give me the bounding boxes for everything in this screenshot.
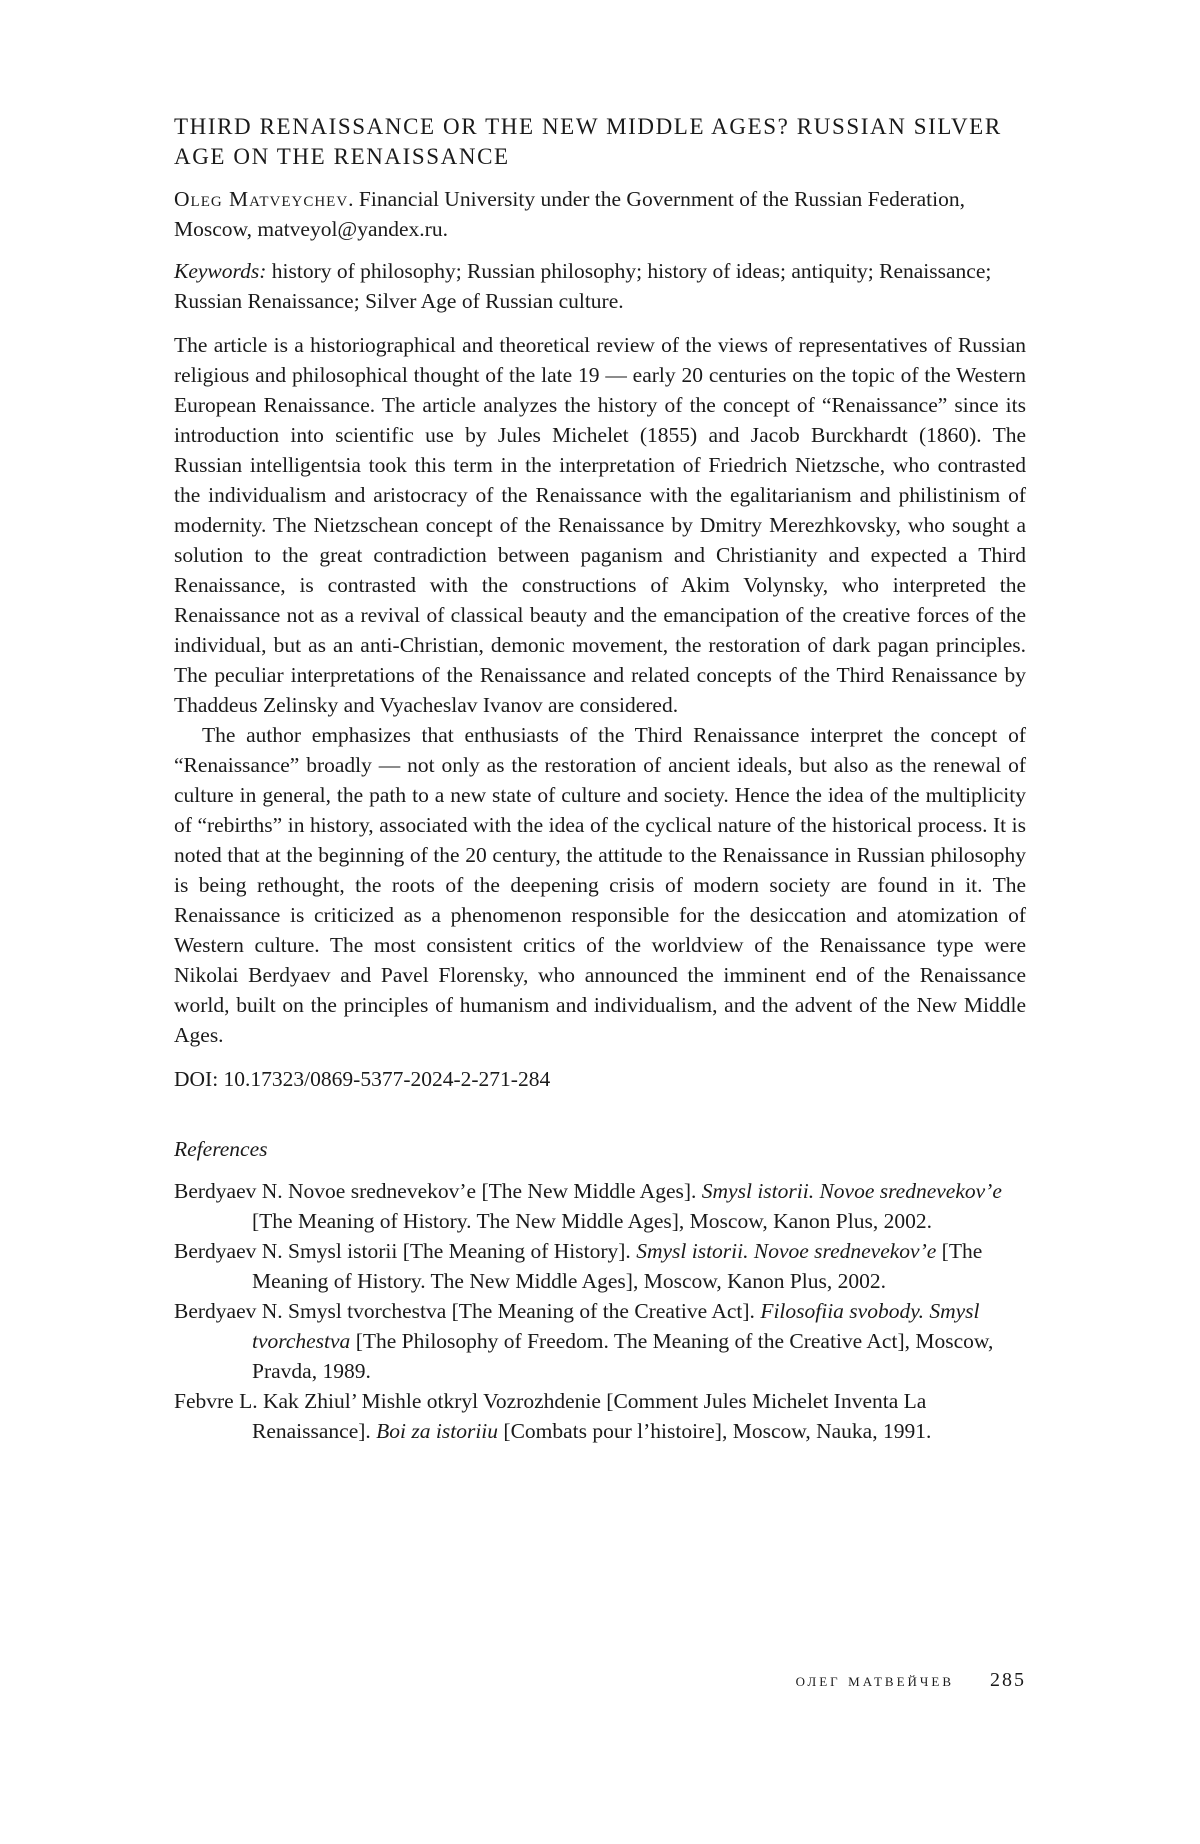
reference-item (174, 1296, 1026, 1386)
references-list (174, 1176, 1026, 1446)
reference-source: Smysl istorii. Novoe srednevekov’e (636, 1239, 937, 1263)
abstract-paragraph-2: The author emphasizes that enthusiasts of the Third Renaissance interpret the concept of “Renaissance” broadly — not only as the restoration of ancient ideals, but also as the renewal of culture in general, the path to a new state of culture and society. Hence the idea of the multiplicity of “rebirths” in history, associated with the idea of the cyclical nature of the historical process. It is noted that at the beginning of the 20 century, the attitude to the Renaissance in Russian philosophy is being rethought, the roots of the deepening crisis of modern society are found in it. The Renaissance is criticized as a phenomenon responsible for the desiccation and atomization of Western culture. The most consistent critics of the worldview of the Renaissance type were Nikolai Berdyaev and Pavel Florensky, who announced the imminent end of the Renaissance world, built on the principles of humanism and individualism, and the advent of the New Middle Ages. (174, 723, 1026, 1047)
references-heading: References (174, 1137, 268, 1161)
doi: DOI: 10.17323/0869-5377-2024-2-271-284 (174, 1067, 551, 1091)
reference-source: Smysl istorii. Novoe srednevekov’e (701, 1179, 1002, 1203)
reference-text: [Combats pour l’histoire], Moscow, Nauka, 1991. (498, 1419, 932, 1443)
abstract (174, 330, 1026, 1050)
article-page (174, 112, 1026, 1446)
keywords-text: history of philosophy; Russian philosophy; history of ideas; antiquity; Renaissance; Russian Renaissance; Silver Age of Russian culture. (174, 259, 992, 313)
reference-text: [The Meaning of History. The New Middle Ages], Moscow, Kanon Plus, 2002. (252, 1239, 983, 1293)
keywords (174, 256, 1026, 316)
page-number: 285 (990, 1669, 1026, 1691)
reference-text: Berdyaev N. Smysl istorii [The Meaning of History]. (174, 1239, 637, 1263)
article-title: THIRD RENAISSANCE OR THE NEW MIDDLE AGES? RUSSIAN SILVER AGE ON THE RENAISSANCE (174, 114, 1002, 169)
reference-item (174, 1236, 1026, 1296)
reference-text: Berdyaev N. Smysl tvorchestva [The Meaning of the Creative Act]. (174, 1299, 761, 1323)
author-name: Oleg Matveychev (174, 187, 349, 211)
reference-text: Febvre L. Kak Zhiul’ Mishle otkryl Vozrozhdenie [Comment Jules Michelet Inventa La Renaissance]. (174, 1389, 927, 1443)
keywords-label: Keywords: (174, 259, 267, 283)
reference-item (174, 1386, 1026, 1446)
reference-source: Filosofiia svobody. Smysl tvorchestva (252, 1299, 980, 1353)
author-affiliation: . Financial University under the Government of the Russian Federation, Moscow, matveyol@yandex.ru. (174, 187, 965, 241)
author-line (174, 184, 1026, 244)
reference-text: [The Meaning of History. The New Middle Ages], Moscow, Kanon Plus, 2002. (252, 1209, 932, 1233)
abstract-paragraph-1: The article is a historiographical and theoretical review of the views of representatives of Russian religious and philosophical thought of the late 19 — early 20 centuries on the topic of the Western European Renaissance. The article analyzes the history of the concept of “Renaissance” since its introduction into scientific use by Jules Michelet (1855) and Jacob Burckhardt (1860). The Russian intelligentsia took this term in the interpretation of Friedrich Nietzsche, who contrasted the individualism and aristocracy of the Renaissance with the egalitarianism and philistinism of modernity. The Nietzschean concept of the Renaissance by Dmitry Merezhkovsky, who sought a solution to the great contradiction between paganism and Christianity and expected a Third Renaissance, is contrasted with the constructions of Akim Volynsky, who interpreted the Renaissance not as a revival of classical beauty and the emancipation of the creative forces of the individual, but as an anti-Christian, demonic movement, the restoration of dark pagan principles. The peculiar interpretations of the Renaissance and related concepts of the Third Renaissance by Thaddeus Zelinsky and Vyacheslav Ivanov are considered. (174, 333, 1026, 717)
page-footer (796, 1668, 1026, 1692)
reference-source: Boi za istoriiu (376, 1419, 499, 1443)
reference-item (174, 1176, 1026, 1236)
reference-text: Berdyaev N. Novoe srednevekov’e [The New Middle Ages]. (174, 1179, 702, 1203)
reference-text: [The Philosophy of Freedom. The Meaning of the Creative Act], Moscow, Pravda, 1989. (252, 1329, 994, 1383)
running-head: олег матвейчев (795, 1670, 954, 1690)
